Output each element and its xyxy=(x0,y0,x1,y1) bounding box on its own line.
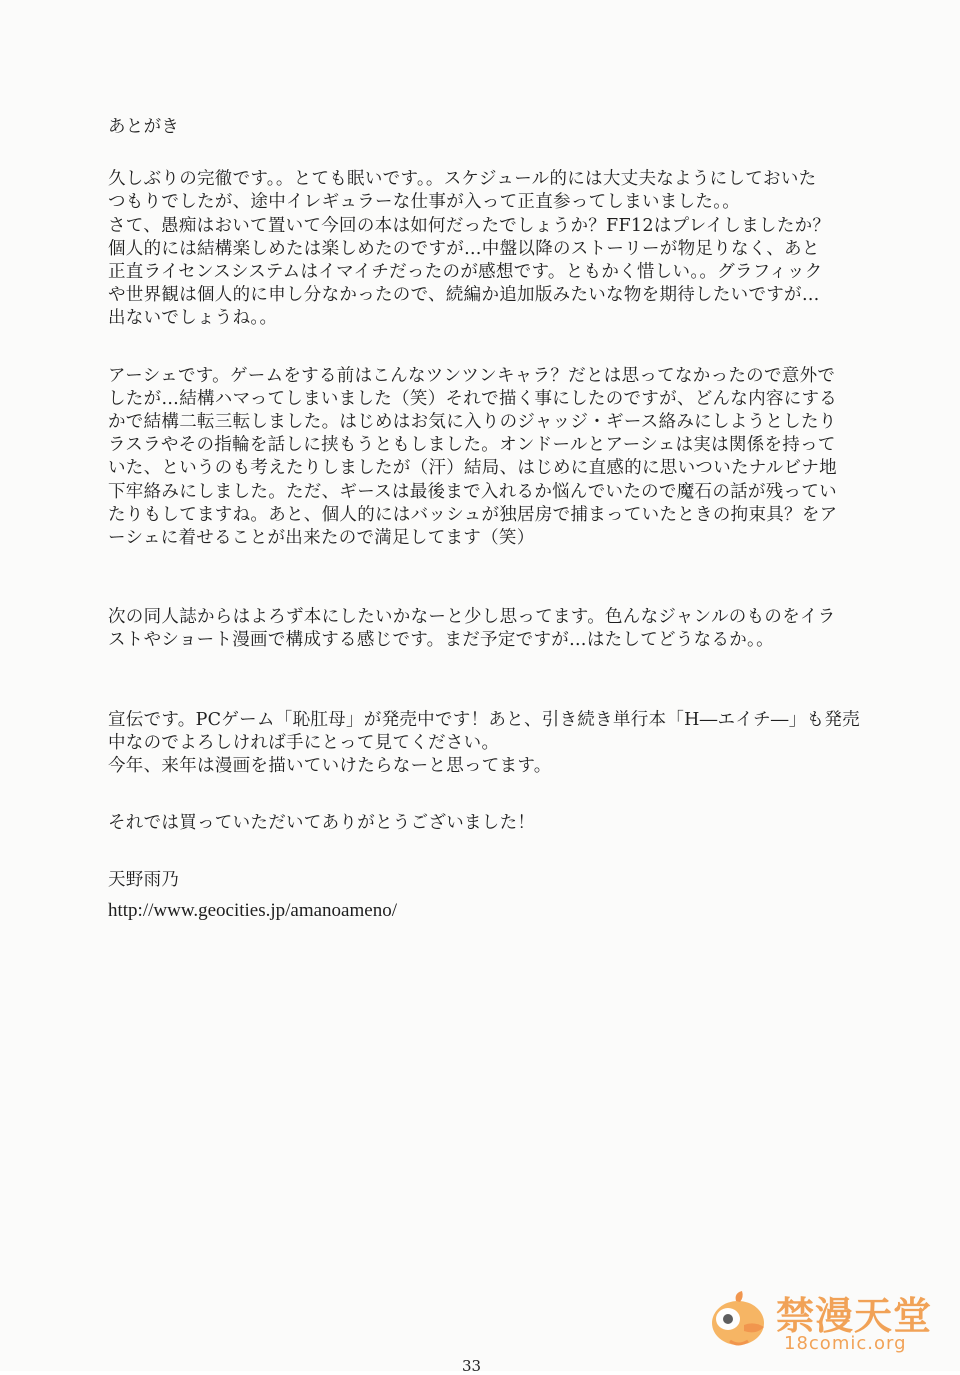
text-line: いた、というのも考えたりしましたが（汗）結局、はじめに直感的に思いついたナルビナ地 xyxy=(108,458,837,479)
text-line: 出ないでしょうね。。 xyxy=(108,308,278,329)
text-line: 今年、来年は漫画を描いていけたらなーと思ってます。 xyxy=(108,756,552,777)
text-line: アーシェです。ゲームをする前はこんなツンツンキャラ？だとは思ってなかったので意外で xyxy=(108,365,836,386)
text-line: 宣伝です。PCゲーム「恥肛母」が発売中です！あと、引き続き単行本「H―エイチ―」も発売 xyxy=(108,709,860,730)
text-line: ラスラやその指輪を話しに挟もうともしました。オンドールとアーシェは実は関係を持って xyxy=(108,435,836,456)
text-line: ーシェに着せることが出来たので満足してます（笑） xyxy=(108,528,535,549)
afterword-text xyxy=(108,116,898,922)
paragraph-3 xyxy=(108,606,898,652)
text-line: 久しぶりの完徹です。。とても眠いです。。スケジュール的には大丈夫なようにしておいた xyxy=(108,169,817,190)
paragraph-4 xyxy=(108,709,898,779)
author-name: 天野雨乃 xyxy=(108,870,180,891)
text-line: 下牢絡みにしました。ただ、ギースは最後まで入れるか悩んでいたので魔石の話が残ってい xyxy=(108,481,837,502)
paragraph-1 xyxy=(108,168,898,330)
text-line: 正直ライセンスシステムはイマイチだったのが感想です。ともかく惜しい。。グラフィック xyxy=(108,262,823,283)
paragraph-2 xyxy=(108,365,898,551)
signature xyxy=(108,869,898,921)
text-line: ストやショート漫画で構成する感じです。まだ予定ですが…はたしてどうなるか。。 xyxy=(108,630,774,651)
text-line: さて、愚痴はおいて置いて今回の本は如何だったでしょうか？FF12はプレイしましたか？ xyxy=(108,215,831,236)
page-number: 33 xyxy=(462,1357,482,1375)
text-line: 中なのでよろしければ手にとって見てください。 xyxy=(108,732,500,753)
watermark-title: 禁漫天堂 xyxy=(776,1294,933,1338)
text-line: したが…結構ハマってしまいました（笑）それで描く事にしたのですが、どんな内容にする xyxy=(108,388,838,409)
text-line: 個人的には結構楽しめたは楽しめたのですが…中盤以降のストーリーが物足りなく、あと xyxy=(108,238,820,259)
paragraph-5 xyxy=(108,812,898,835)
text-line: たりもしてますね。あと、個人的にはバッシュが独居房で捕まっていたときの拘束具？をア xyxy=(108,504,838,525)
watermark xyxy=(706,1283,946,1357)
bird-logo-icon xyxy=(706,1289,770,1349)
watermark-domain: 18comic.org xyxy=(784,1333,907,1354)
author-url: http://www.geocities.jp/amanoameno/ xyxy=(108,899,397,921)
text-line: 次の同人誌からはよろず本にしたいかなーと少し思ってます。色んなジャンルのものをイラ xyxy=(108,607,836,628)
text-line: かで結構二転三転しました。はじめはお気に入りのジャッジ・ギース絡みにしようとしたり xyxy=(108,412,837,433)
text-line: や世界観は個人的に申し分なかったので、続編か追加版みたいな物を期待したいですが… xyxy=(108,285,820,306)
text-line: つもりでしたが、途中イレギュラーな仕事が入って正直参ってしまいました。。 xyxy=(108,192,741,213)
afterword-title: あとがき xyxy=(108,117,180,137)
text-line: それでは買っていただいてありがとうございました！ xyxy=(108,813,536,834)
